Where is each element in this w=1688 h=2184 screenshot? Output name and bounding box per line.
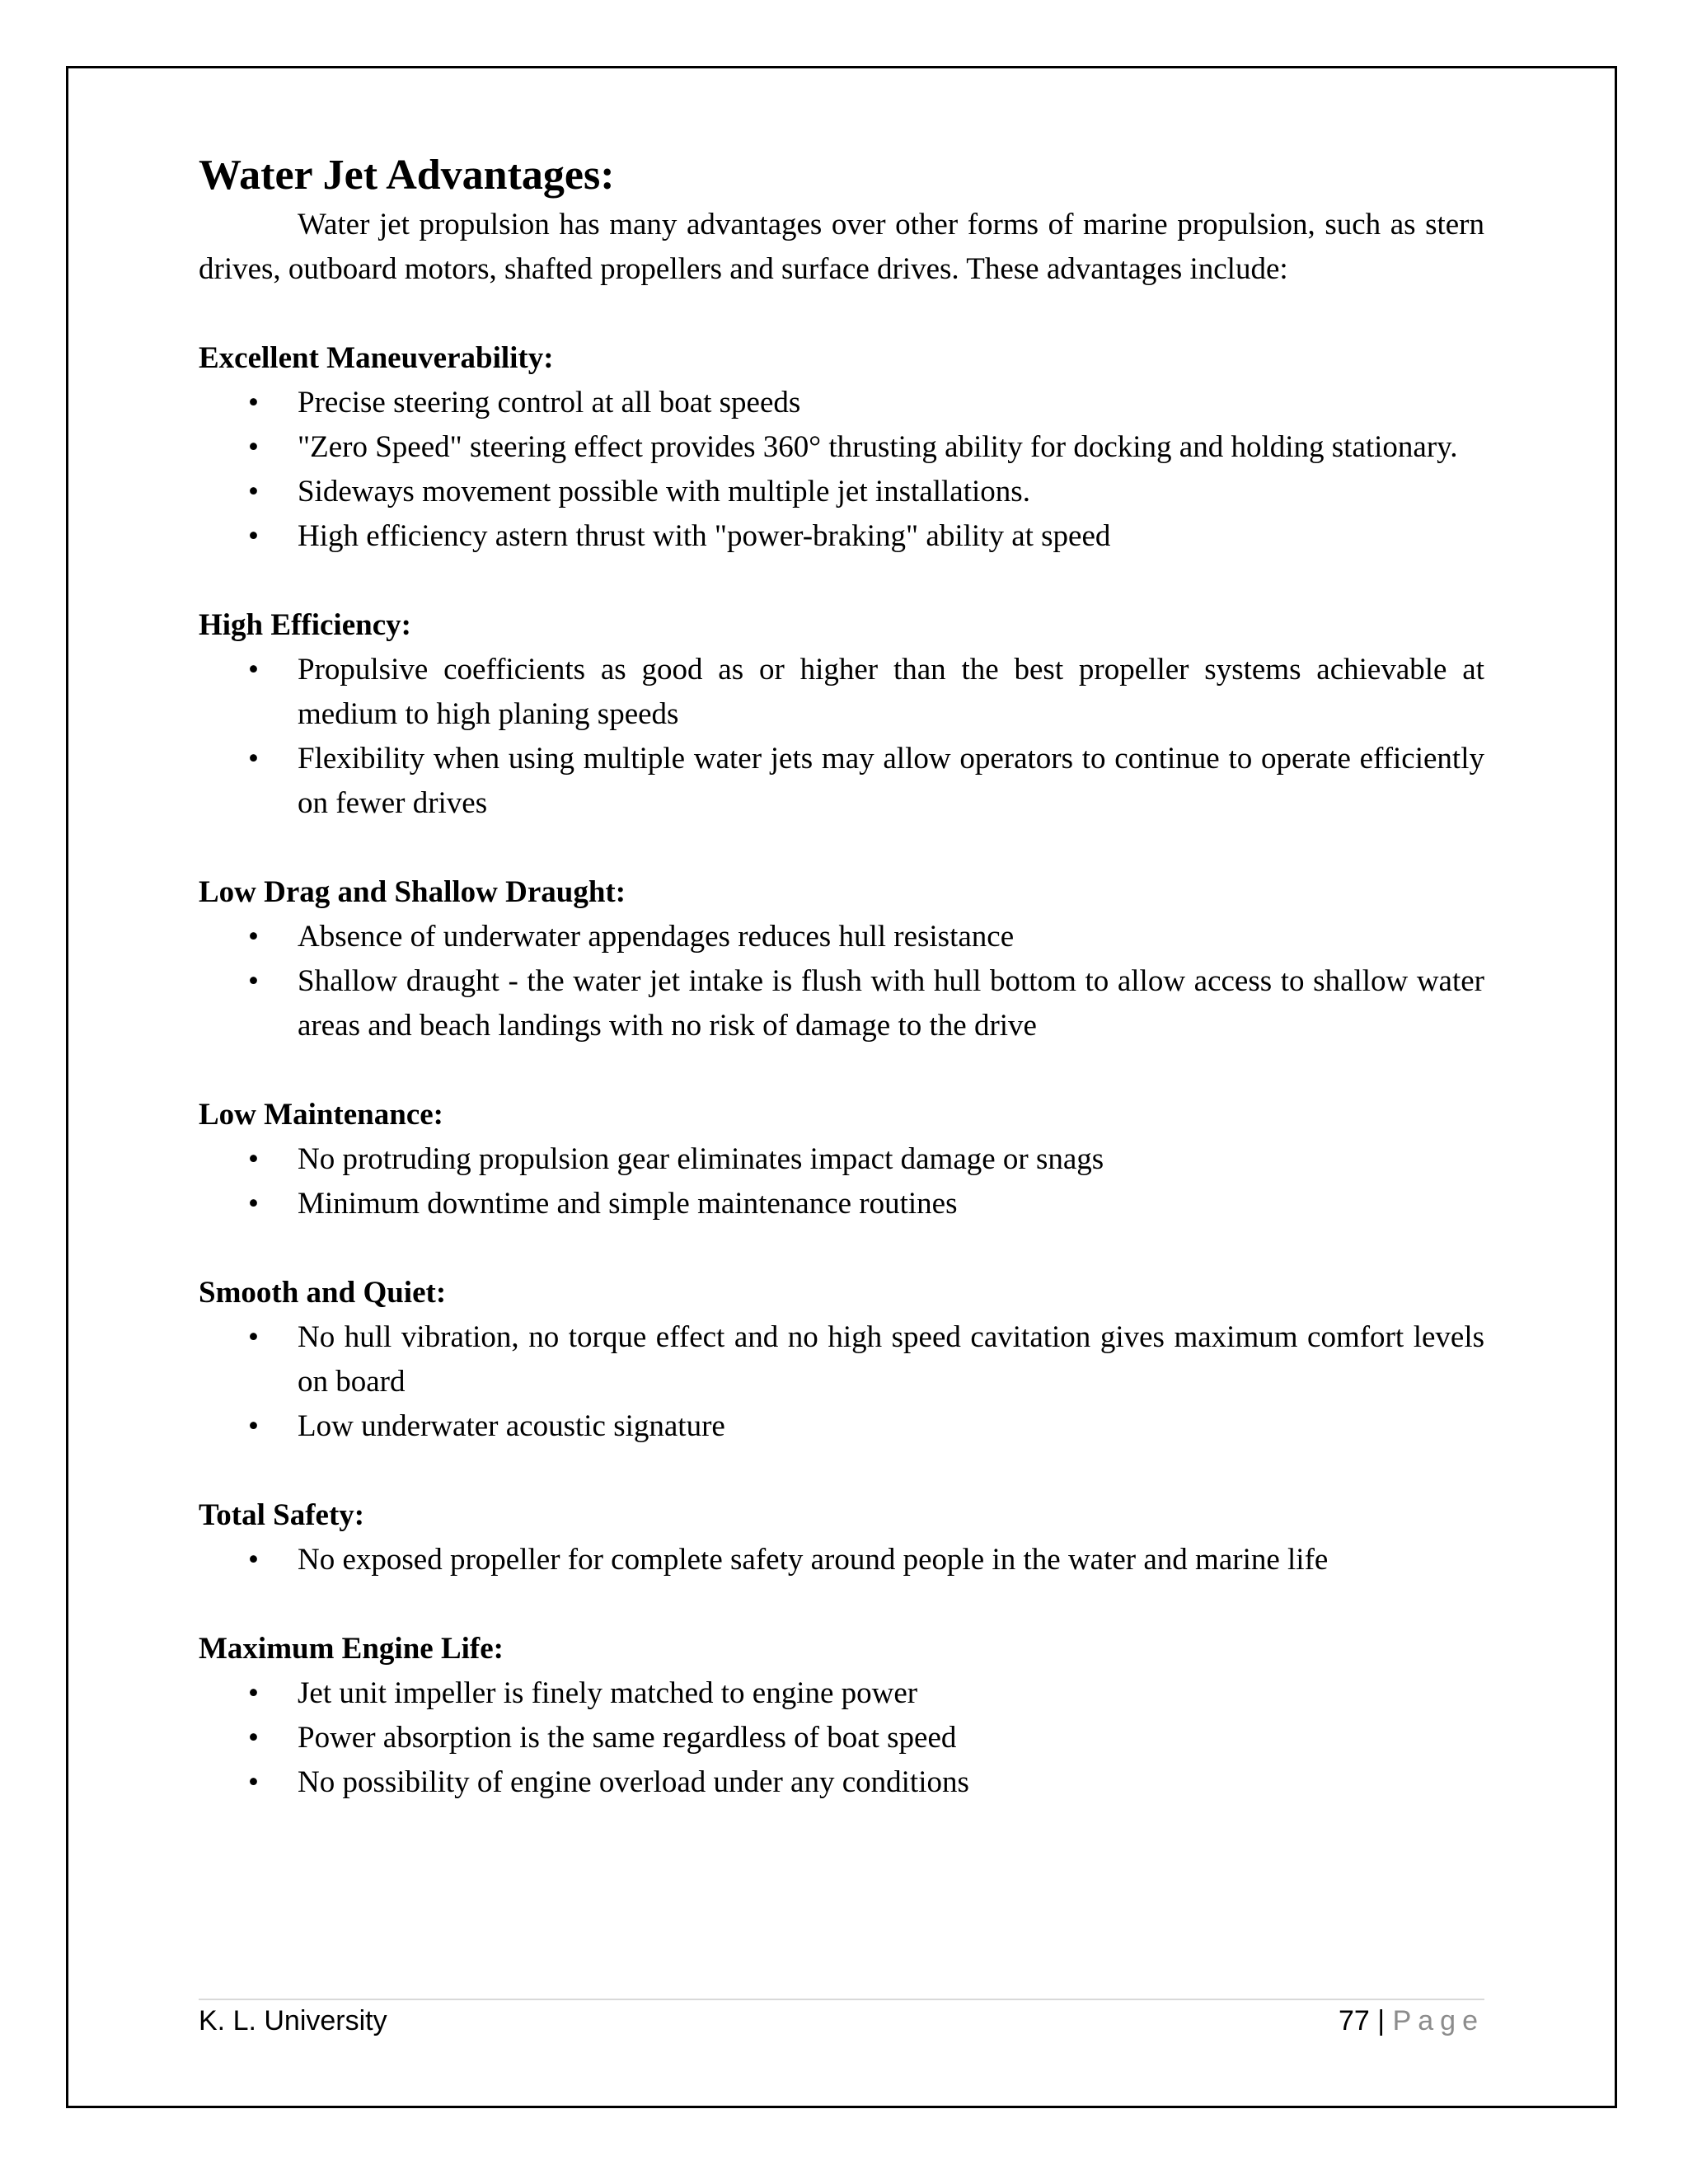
- section-engine-life: [199, 1627, 1484, 1805]
- section-heading: Low Drag and Shallow Draught:: [199, 875, 626, 909]
- bullet-list: [199, 1671, 1484, 1805]
- document-title: Water Jet Advantages:: [199, 152, 615, 199]
- list-item: [199, 1538, 1484, 1582]
- list-item-text: No exposed propeller for complete safety around people in the water and marine life: [298, 1543, 1329, 1577]
- list-item-text: Low underwater acoustic signature: [298, 1409, 725, 1443]
- section-heading: Excellent Maneuverability:: [199, 341, 554, 375]
- section-low-maintenance: [199, 1093, 1484, 1226]
- list-item-text: No protruding propulsion gear eliminates impact damage or snags: [298, 1142, 1104, 1176]
- bullet-icon: •: [248, 475, 259, 509]
- bullet-icon: •: [248, 1187, 259, 1221]
- list-item: [199, 737, 1484, 826]
- footer-institution: K. L. University: [199, 2005, 387, 2036]
- section-heading: Total Safety:: [199, 1498, 365, 1532]
- list-item-text: Minimum downtime and simple maintenance routines: [298, 1187, 958, 1221]
- bullet-icon: •: [248, 1676, 259, 1710]
- section-heading: Smooth and Quiet:: [199, 1276, 447, 1310]
- list-item: [199, 1671, 1484, 1716]
- section-maneuverability: [199, 336, 1484, 559]
- list-item: [199, 1137, 1484, 1182]
- section-total-safety: [199, 1493, 1484, 1582]
- bullet-icon: •: [248, 519, 259, 553]
- bullet-icon: •: [248, 1543, 259, 1577]
- bullet-icon: •: [248, 653, 259, 687]
- list-item: [199, 1182, 1484, 1226]
- list-item-text: No hull vibration, no torque effect and no high speed cavitation gives maximum comfort levels on board: [298, 1320, 1484, 1399]
- document-body: [199, 148, 1484, 1805]
- list-item-text: Shallow draught - the water jet intake is flush with hull bottom to allow access to shallow water areas and beach landings with no risk of damage to the drive: [298, 964, 1484, 1043]
- footer-separator: |: [1377, 2005, 1386, 2036]
- bullet-icon: •: [248, 742, 259, 776]
- bullet-icon: •: [248, 1721, 259, 1755]
- list-item: [199, 648, 1484, 737]
- list-item: [199, 381, 1484, 425]
- section-low-drag: [199, 870, 1484, 1048]
- list-item-text: Jet unit impeller is finely matched to engine power: [298, 1676, 918, 1710]
- bullet-icon: •: [248, 1765, 259, 1799]
- list-item-text: High efficiency astern thrust with "power-braking" ability at speed: [298, 519, 1111, 553]
- section-heading: Maximum Engine Life:: [199, 1632, 504, 1666]
- list-item: [199, 1716, 1484, 1760]
- bullet-list: [199, 648, 1484, 826]
- list-item: [199, 1404, 1484, 1449]
- bullet-icon: •: [248, 1409, 259, 1443]
- list-item: [199, 1315, 1484, 1404]
- list-item-text: Flexibility when using multiple water jets may allow operators to continue to operate efficiently on fewer drives: [298, 742, 1484, 820]
- list-item: [199, 1760, 1484, 1805]
- section-smooth-quiet: [199, 1271, 1484, 1449]
- list-item-text: Precise steering control at all boat speeds: [298, 386, 801, 419]
- bullet-icon: •: [248, 920, 259, 954]
- bullet-icon: •: [248, 386, 259, 419]
- section-efficiency: [199, 603, 1484, 826]
- bullet-icon: •: [248, 1142, 259, 1176]
- intro-paragraph: Water jet propulsion has many advantages over other forms of marine propulsion, such as stern drives, outboard motors, shafted propellers and surface drives. These advantages include:: [199, 208, 1484, 286]
- list-item-text: Power absorption is the same regardless of boat speed: [298, 1721, 957, 1755]
- list-item-text: Absence of underwater appendages reduces hull resistance: [298, 920, 1015, 954]
- list-item: [199, 514, 1484, 559]
- bullet-list: [199, 1538, 1484, 1582]
- list-item-text: Sideways movement possible with multiple jet installations.: [298, 475, 1030, 509]
- bullet-list: [199, 1137, 1484, 1226]
- bullet-list: [199, 381, 1484, 559]
- bullet-list: [199, 1315, 1484, 1449]
- list-item-text: No possibility of engine overload under any conditions: [298, 1765, 969, 1799]
- page-footer: [199, 1999, 1484, 2037]
- section-heading: Low Maintenance:: [199, 1098, 443, 1132]
- bullet-icon: •: [248, 1320, 259, 1354]
- list-item: [199, 425, 1484, 470]
- list-item-text: "Zero Speed" steering effect provides 360° thrusting ability for docking and holding stationary.: [298, 430, 1458, 464]
- list-item: [199, 959, 1484, 1048]
- list-item-text: Propulsive coefficients as good as or higher than the best propeller systems achievable at medium to high planing speeds: [298, 653, 1484, 731]
- bullet-icon: •: [248, 430, 259, 464]
- page-number-block: [1339, 2005, 1484, 2037]
- list-item: [199, 470, 1484, 514]
- bullet-list: [199, 915, 1484, 1048]
- page-word: Page: [1392, 2005, 1484, 2036]
- page-number: 77: [1339, 2005, 1370, 2036]
- list-item: [199, 915, 1484, 959]
- section-heading: High Efficiency:: [199, 608, 411, 642]
- bullet-icon: •: [248, 964, 259, 998]
